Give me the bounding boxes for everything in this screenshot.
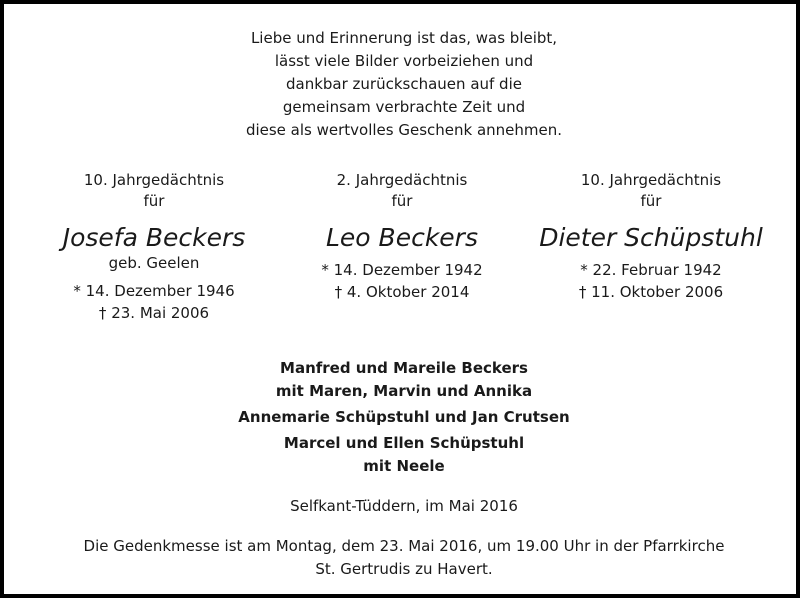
death-date: † 23. Mai 2006: [98, 304, 210, 322]
mourner-group: [4, 432, 800, 478]
death-date: † 4. Oktober 2014: [334, 283, 470, 301]
poem-line: dankbar zurückschauen auf die: [286, 75, 522, 93]
death-date: † 11. Oktober 2006: [578, 283, 724, 301]
birth-date: * 14. Dezember 1942: [321, 261, 483, 279]
mourner-line: Annemarie Schüpstuhl und Jan Crutsen: [238, 408, 570, 426]
poem-line: Liebe und Erinnerung ist das, was bleibt,: [250, 29, 558, 47]
mourner-line: mit Neele: [363, 457, 445, 475]
life-dates: [24, 280, 284, 324]
anniversary-label: 10. Jahrgedächtnis: [83, 171, 225, 189]
memorial-mass-notice: [4, 535, 800, 581]
place-and-date: Selfkant-Tüddern, im Mai 2016: [290, 497, 518, 515]
memorial-column-josefa-beckers: [24, 170, 284, 324]
mourners-list: [4, 357, 800, 481]
birth-date: * 14. Dezember 1946: [73, 282, 235, 300]
poem-line: diese als wertvolles Geschenk annehmen.: [245, 121, 563, 139]
anniversary-label: 2. Jahrgedächtnis: [336, 171, 468, 189]
for-label: für: [143, 192, 165, 210]
memorial-column-dieter-schuepstuhl: [521, 170, 781, 303]
memorial-column-leo-beckers: [272, 170, 532, 303]
poem-line: lässt viele Bilder vorbeiziehen und: [274, 52, 534, 70]
notice-line: St. Gertrudis zu Havert.: [315, 560, 493, 578]
mourner-group: [4, 406, 800, 429]
poem-line: gemeinsam verbrachte Zeit und: [282, 98, 526, 116]
mourner-line: Marcel und Ellen Schüpstuhl: [283, 434, 525, 452]
memorial-poem: [4, 27, 800, 142]
mourner-line: mit Maren, Marvin und Annika: [275, 382, 533, 400]
for-label: für: [640, 192, 662, 210]
life-dates: [272, 259, 532, 303]
birth-date: * 22. Februar 1942: [580, 261, 722, 279]
deceased-name: Dieter Schüpstuhl: [539, 223, 763, 252]
life-dates: [521, 259, 781, 303]
mourner-group: [4, 357, 800, 403]
anniversary-label: 10. Jahrgedächtnis: [580, 171, 722, 189]
mourner-line: Manfred und Mareile Beckers: [280, 359, 528, 377]
born-name: geb. Geelen: [108, 254, 200, 272]
deceased-name: Leo Beckers: [326, 223, 478, 252]
for-label: für: [391, 192, 413, 210]
notice-line: Die Gedenkmesse ist am Montag, dem 23. Mai 2016, um 19.00 Uhr in der Pfarrkirche: [83, 537, 725, 555]
deceased-name: Josefa Beckers: [62, 223, 246, 252]
